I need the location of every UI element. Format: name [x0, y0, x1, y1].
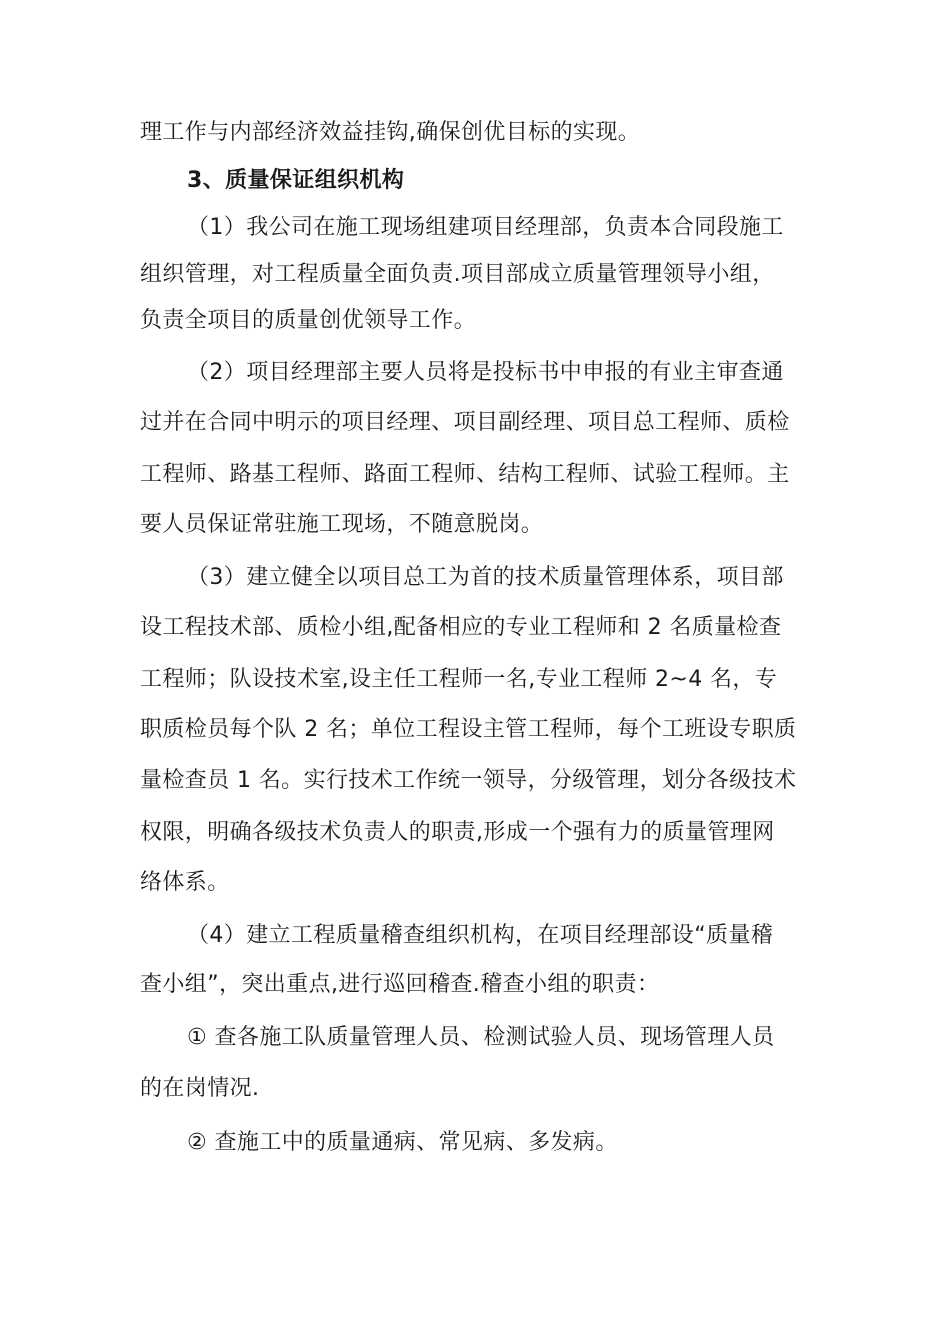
- paragraph-2-line-4: 要人员保证常驻施工现场，不随意脱岗。: [140, 512, 544, 537]
- paragraph-3-line-7: 络体系。: [140, 870, 230, 895]
- paragraph-1-line-2: 组织管理，对工程质量全面负责.项目部成立质量管理领导小组，: [140, 262, 775, 287]
- list-item-2-line-1: ② 查施工中的质量通病、常见病、多发病。: [187, 1130, 618, 1155]
- list-item-1-line-2: 的在岗情况.: [140, 1076, 260, 1101]
- paragraph-1-line-3: 负责全项目的质量创优领导工作。: [140, 308, 477, 333]
- paragraph-4-line-2: 查小组”，突出重点,进行巡回稽查.稽查小组的职责：: [140, 972, 660, 997]
- section-heading: 3、质量保证组织机构: [187, 168, 405, 193]
- paragraph-2-line-2: 过并在合同中明示的项目经理、项目副经理、项目总工程师、质检: [140, 410, 790, 435]
- paragraph-3-line-1: （3）建立健全以项目总工为首的技术质量管理体系，项目部: [187, 565, 784, 590]
- paragraph-1-line-1: （1）我公司在施工现场组建项目经理部，负责本合同段施工: [187, 215, 784, 240]
- paragraph-2-line-3: 工程师、路基工程师、路面工程师、结构工程师、试验工程师。主: [140, 462, 790, 487]
- intro-text-line: 理工作与内部经济效益挂钩,确保创优目标的实现。: [140, 120, 641, 145]
- paragraph-3-line-6: 权限，明确各级技术负责人的职责,形成一个强有力的质量管理网: [140, 820, 775, 845]
- paragraph-4-line-1: （4）建立工程质量稽查组织机构，在项目经理部设“质量稽: [187, 923, 774, 948]
- list-item-1-line-1: ① 查各施工队质量管理人员、检测试验人员、现场管理人员: [187, 1025, 775, 1050]
- paragraph-2-line-1: （2）项目经理部主要人员将是投标书中申报的有业主审查通: [187, 360, 784, 385]
- paragraph-3-line-3: 工程师；队设技术室,设主任工程师一名,专业工程师 2~4 名，专: [140, 667, 778, 692]
- paragraph-3-line-2: 设工程技术部、质检小组,配备相应的专业工程师和 2 名质量检查: [140, 615, 782, 640]
- paragraph-3-line-4: 职质检员每个队 2 名；单位工程设主管工程师，每个工班设专职质: [140, 717, 797, 742]
- paragraph-3-line-5: 量检查员 1 名。实行技术工作统一领导，分级管理，划分各级技术: [140, 768, 797, 793]
